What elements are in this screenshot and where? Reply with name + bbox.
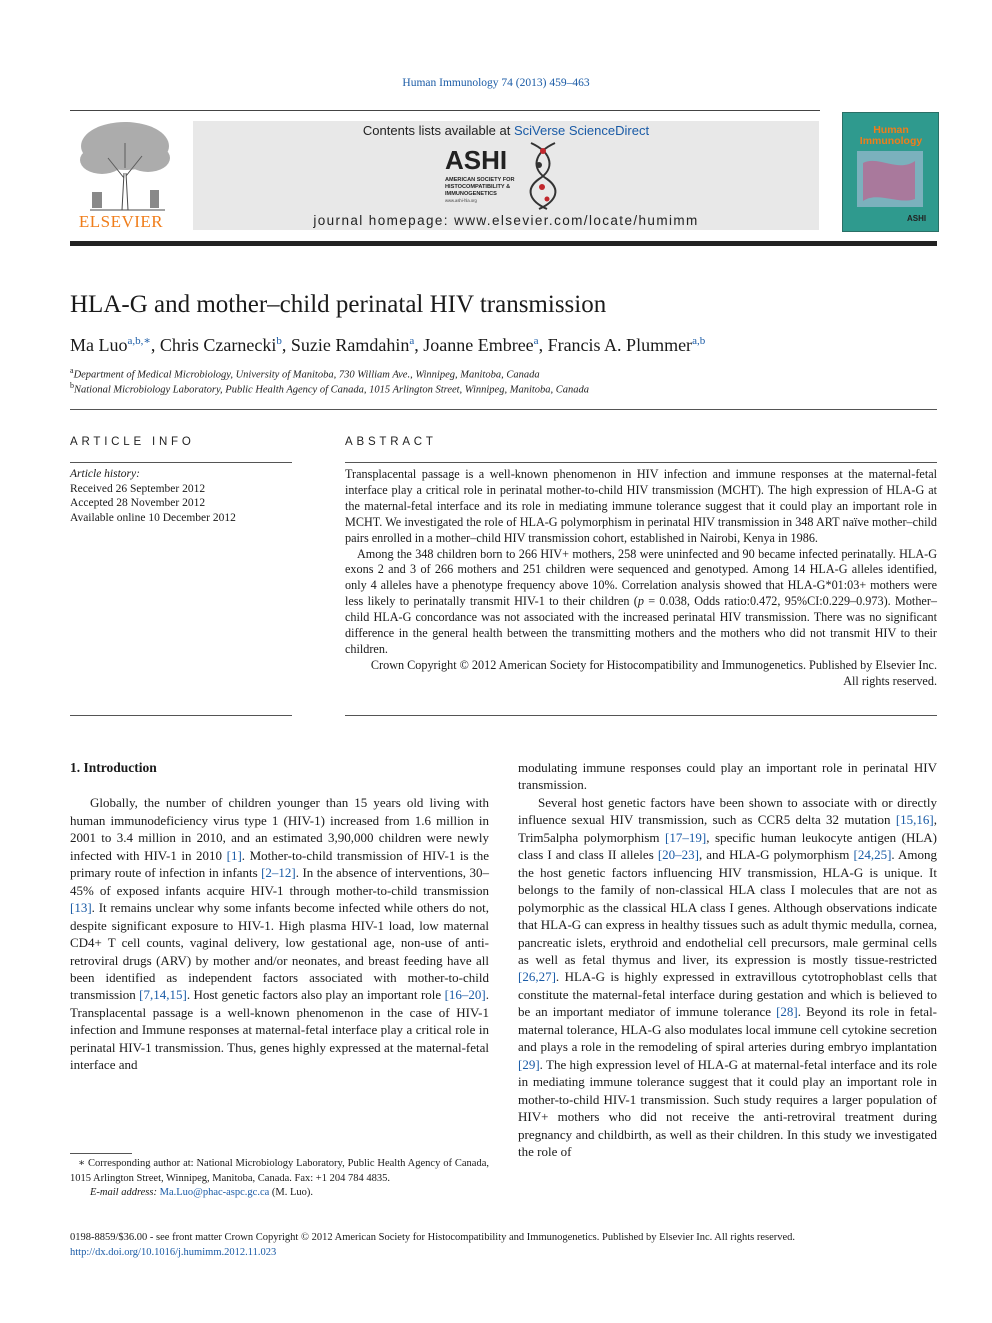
ashi-line-3: IMMUNOGENETICS [445, 191, 497, 197]
contents-line [193, 123, 819, 138]
citation-link[interactable]: [20–23] [657, 847, 699, 863]
affiliation-b: $^b$National Microbiology Laboratory, Public Health Agency of Canada, 1015 Arlington Street, Winnipeg, Manitoba, Canada [70, 381, 590, 396]
body-text: . HLA-G is highly expressed in extravillous cytotrophoblast cells that constitute the maternal-fetal interface during gestation and which is believed to be an important mediator of immune tolerance [518, 969, 937, 1020]
article-info-heading: ARTICLE INFO [70, 436, 195, 448]
body-text: . Mother-to-child transmission of HIV-1 is the primary route of infection in infants [70, 847, 490, 881]
body-text: , and HLA-G polymorphism [698, 847, 854, 863]
affiliation-a: $^a$Department of Medical Microbiology, University of Manitoba, 730 William Ave., Winnipeg, Manitoba, Canada [70, 366, 540, 381]
body-text: . Transplacental passage is a well-known phenomenon in the case of HIV-1 infection and Immune responses at maternal-fetal interface play a critical role in perinatal HIV-1 transmission. Thus, genes highly expressed at the maternal-fetal interface and [70, 987, 489, 1073]
bottom-info [70, 1231, 937, 1260]
author-affiliation-mark[interactable]: a,b [692, 335, 706, 347]
sciencedirect-link[interactable]: SciVerse ScienceDirect [513, 123, 650, 138]
body-text: . Beyond its role in fetal-maternal tolerance, HLA-G also modulates local immune cell cytokine secretion and plays a role in the remodeling of spiral arteries during embryo implantation [518, 1004, 938, 1055]
abstract-rule [345, 462, 937, 463]
journal-homepage[interactable]: journal homepage: www.elsevier.com/locate/humimm [313, 213, 699, 228]
citation-link[interactable]: [13] [70, 900, 92, 916]
issn-line: 0198-8859/$36.00 - see front matter Crown Copyright © 2012 American Society for Histocompatibility and Immunogenetics. Published by Elsevier Inc. All rights reserved. [70, 1232, 796, 1243]
body-text: . It remains unclear why some infants become infected while others do not, despite significant exposure to HIV-1. High plasma HIV-1 load, low maternal CD4+ T cell counts, vaginal delivery, low gestational age, non-use of anti-retroviral drugs (ARV) by mother and/or neonates, and breast feeding have all been identified as independent factors associated with mother-to-child transmission [70, 900, 489, 1003]
article-title: HLA-G and mother–child perinatal HIV transmission [70, 291, 607, 318]
intro-paragraph-2 [518, 794, 937, 1161]
footnotes [70, 1157, 489, 1201]
body-text: . Among the host genetic factors influencing HIV transmission, HLA-G is unique. It belongs to the family of non-classical HLA class I molecules that are not as polymorphic as the classical HLA class I genes. Although observations indicate that HLA-G can express in healthy tissues such as adult thymic medulla, cornea, pancreatic islets, erythroid and endothelial cell precursors, male germinal cells as well as fetal thymus and liver, its expression is mostly tissue-restricted [518, 847, 937, 967]
citation-link[interactable]: [24,25] [853, 847, 892, 863]
cover-title-line1: Human [873, 124, 909, 136]
author-name[interactable]: Suzie Ramdahin [290, 335, 410, 355]
citation-link[interactable]: [15,16] [895, 812, 934, 828]
abstract-paragraph-2: Among the 348 children born to 266 HIV+ mothers, 258 were uninfected and 90 became infected perinatally. HLA-G exons 2 and 3 of 266 mothers and 251 children were sequenced and genotyped. Among 14 HLA-G alleles identified, only 4 alleles have a phenotype frequency above 10%. Correlation analysis showed that HLA-G*01:03+ mothers were less likely to perinatally transmit HIV-1 to their children (p = 0.038, Odds ratio:0.472, 95%CI:0.229–0.973). Mother–child HLA-G concordance was not associated with the increased perinatal HIV transmission. There was no significant difference in the general health between the transmitting mothers and the mothers who did not transmit HIV to their children. [345, 546, 937, 656]
contents-prefix: Contents lists available at [362, 123, 514, 138]
body-text: , Trim5alpha polymorphism [518, 812, 937, 845]
ashi-line-1: AMERICAN SOCIETY FOR [445, 177, 515, 183]
author-name[interactable]: Chris Czarnecki [159, 335, 277, 355]
citation-link[interactable]: [2–12] [261, 865, 296, 881]
cover-art-icon [843, 113, 938, 231]
history-online: Available online 10 December 2012 [70, 511, 236, 524]
body-column-right [518, 759, 937, 1160]
citation-link[interactable]: [26,27] [518, 969, 556, 985]
cover-badge: ASHI [907, 214, 927, 223]
author-name[interactable]: Francis A. Plummer [547, 335, 693, 355]
journal-header-box [193, 121, 819, 230]
abstract-copyright: Crown Copyright © 2012 American Society for Histocompatibility and Immunogenetics. Published by Elsevier Inc. All rights reserved. [370, 657, 937, 688]
body-text: . The high expression level of HLA-G at maternal-fetal interface and its role in mediating immune tolerance suggest that it could play an important role in mother-to-child HIV-1 transmission. Such study requires a larger population of HIV+ mothers who did not receive the anti-retroviral treatment during pregnancy and childbirth, as well as their children. In this study we investigated the role of [518, 1056, 937, 1159]
intro-paragraph-1-continued [518, 759, 937, 794]
journal-citation[interactable]: Human Immunology 74 (2013) 459–463 [402, 77, 590, 89]
history-accepted: Accepted 28 November 2012 [70, 497, 206, 510]
body-text: modulating immune responses could play an important role in perinatal HIV transmission. [518, 760, 937, 793]
author-affiliation-mark[interactable]: b [276, 335, 282, 347]
citation-link[interactable]: [29] [518, 1056, 540, 1072]
header-rule [70, 110, 820, 111]
citation-link[interactable]: [16–20] [444, 987, 486, 1003]
abstract-paragraph-1: Transplacental passage is a well-known phenomenon in HIV infection and immune responses at the maternal-fetal interface play a critical role in perinatal mother-to-child HIV transmission (MCHT). The high expression of HLA-G at the maternal-fetal interface and its role in mediating immune tolerance suggest that it could play an important role in MCHT. We investigated the role of HLA-G polymorphism in perinatal HIV transmission in 348 ART naïve mother–child pairs enrolled in a mother–child HIV transmission cohort, established in Nairobi, Kenya in 1986. [345, 467, 937, 545]
header-thick-rule [70, 241, 937, 246]
doi-link[interactable]: http://dx.doi.org/10.1016/j.humimm.2012.11.023 [70, 1246, 277, 1258]
abstract-body [345, 467, 937, 690]
corresponding-author-note: ∗ Corresponding author at: National Microbiology Laboratory, Public Health Agency of Canada, 1015 Arlington Street, Winnipeg, Manitoba, Canada. Fax: +1 204 784 4835. [70, 1158, 489, 1184]
body-column-left [70, 759, 489, 1074]
citation-link[interactable]: [1] [226, 847, 242, 863]
ashi-logo [443, 139, 573, 211]
footnote-rule [70, 1153, 132, 1154]
article-history [70, 467, 292, 525]
body-text: . Host genetic factors also play an important role [186, 987, 445, 1003]
history-received: Received 26 September 2012 [70, 482, 206, 495]
author-affiliation-mark[interactable]: a [533, 335, 539, 347]
body-text: , specific human leukocyte antigen (HLA) class I and class II alleles [518, 829, 937, 863]
ashi-dna-icon [443, 139, 573, 211]
intro-paragraph-1 [70, 794, 489, 1073]
author-affiliation-mark[interactable]: a,b,∗ [127, 335, 151, 347]
author-name[interactable]: Joanne Embree [423, 335, 534, 355]
body-text: Globally, the number of children younger than 15 years old living with human immunodeficiency virus type 1 (HIV-1) increased from 1.6 million in 2001 to 3.4 million in 2010, and an estimated 3,90,000 children were newly infected with HIV-1 in 2010 [70, 795, 489, 863]
elsevier-tree-icon [70, 118, 180, 213]
ashi-line-2: HISTOCOMPATIBILITY & [445, 184, 511, 190]
corresponding-star[interactable]: ∗ [143, 335, 151, 347]
body-text: Several host genetic factors have been shown to associate with or directly influence sexual HIV transmission, such as CCR5 delta 32 mutation [518, 794, 937, 828]
citation-link[interactable]: [17–19] [665, 829, 707, 845]
article-info-rule [70, 462, 292, 463]
author-affiliation-mark[interactable]: a [409, 335, 415, 347]
affiliation-rule [70, 409, 937, 410]
email-link[interactable]: Ma.Luo@phac-aspc.gc.ca [159, 1187, 270, 1198]
history-label: Article history: [70, 468, 140, 480]
abstract-bottom-rule [345, 715, 937, 716]
author-list: Ma Luo$^{a,b,∗}$, Chris Czarnecki$^b$, Suzie Ramdahin$^a$, Joanne Embree$^a$, Francis A. Plummer$^{a,b}$ [70, 335, 706, 355]
abstract-heading: ABSTRACT [345, 436, 437, 448]
article-info-bottom-rule [70, 715, 292, 716]
author-name[interactable]: Ma Luo [70, 335, 128, 355]
citation-link[interactable]: [28] [776, 1004, 798, 1020]
cover-title-line2: Immunology [859, 135, 923, 147]
elsevier-wordmark: ELSEVIER [78, 212, 164, 231]
email-note: E-mail address: Ma.Luo@phac-aspc.gc.ca (M. Luo). [90, 1187, 314, 1198]
introduction-heading: 1. Introduction [70, 760, 157, 775]
journal-cover-thumbnail[interactable] [842, 112, 939, 232]
ashi-wordmark: ASHI [445, 145, 508, 175]
citation-link[interactable]: [7,14,15] [139, 987, 187, 1003]
ashi-url: www.ashi-hla.org [445, 198, 477, 203]
body-text: . In the absence of interventions, 30–45% of exposed infants acquire HIV-1 through mother-to-child transmission [70, 865, 489, 898]
